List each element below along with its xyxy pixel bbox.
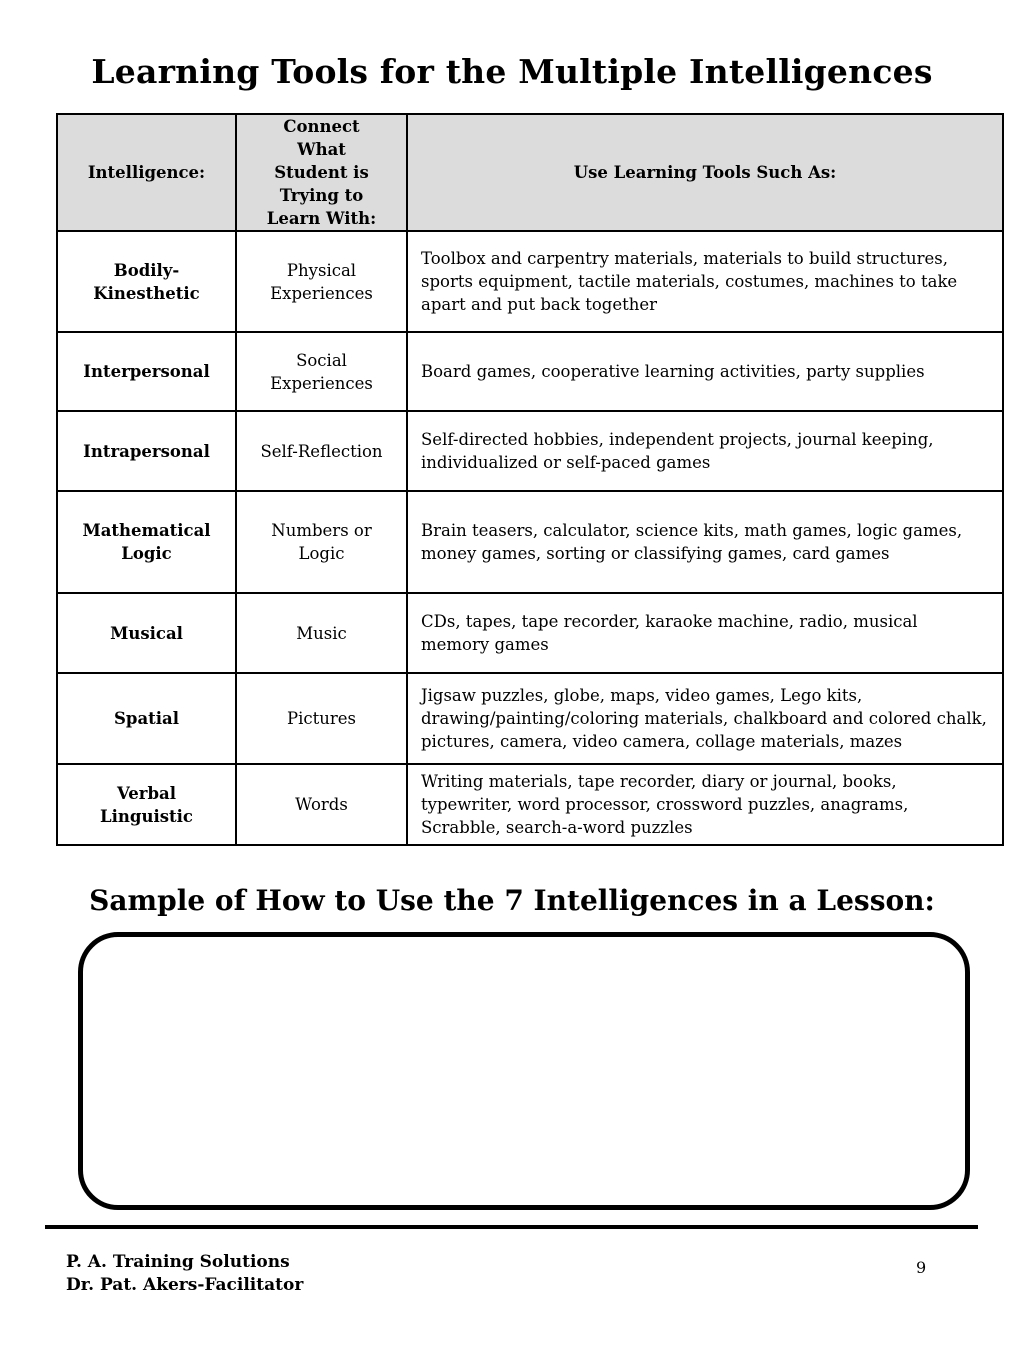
tools-cell: Jigsaw puzzles, globe, maps, video games, Lego kits, drawing/painting/coloring materials, chalkboard and colored chalk, pictures, camera, video camera, collage materials, mazes	[407, 673, 1003, 764]
footer-org: P. A. Training Solutions	[66, 1252, 290, 1272]
table-row	[57, 332, 1003, 411]
lesson-subtitle: Sample of How to Use the 7 Intelligences in a Lesson:	[89, 884, 935, 917]
table-row	[57, 231, 1003, 332]
table-row	[57, 673, 1003, 764]
tools-cell: Brain teasers, calculator, science kits, math games, logic games, money games, sorting or classifying games, card games	[407, 491, 1003, 593]
connect-cell: Physical Experiences	[236, 231, 407, 332]
header-intelligence: Intelligence:	[57, 114, 236, 231]
intelligence-cell: Musical	[57, 593, 236, 673]
connect-cell: Words	[236, 764, 407, 845]
intelligence-cell: Bodily-Kinesthetic	[57, 231, 236, 332]
intelligence-cell: Verbal Linguistic	[57, 764, 236, 845]
header-connect: Connect What Student is Trying to Learn With:	[236, 114, 407, 231]
intelligence-cell: Spatial	[57, 673, 236, 764]
intelligence-cell: Mathematical Logic	[57, 491, 236, 593]
connect-cell: Social Experiences	[236, 332, 407, 411]
footer-facilitator: Dr. Pat. Akers-Facilitator	[66, 1275, 304, 1295]
footer-credits	[66, 1251, 303, 1297]
footer-divider	[45, 1225, 978, 1229]
tools-cell: Writing materials, tape recorder, diary or journal, books, typewriter, word processor, crossword puzzles, anagrams, Scrabble, search-a-word puzzles	[407, 764, 1003, 845]
connect-cell: Pictures	[236, 673, 407, 764]
table-row	[57, 411, 1003, 491]
tools-cell: Toolbox and carpentry materials, materials to build structures, sports equipment, tactile materials, costumes, machines to take apart and put back together	[407, 231, 1003, 332]
connect-cell: Numbers or Logic	[236, 491, 407, 593]
intelligence-cell: Intrapersonal	[57, 411, 236, 491]
tools-cell: CDs, tapes, tape recorder, karaoke machine, radio, musical memory games	[407, 593, 1003, 673]
intelligence-cell: Interpersonal	[57, 332, 236, 411]
page-title: Learning Tools for the Multiple Intelligences	[91, 52, 933, 91]
table-row	[57, 764, 1003, 845]
tools-cell: Board games, cooperative learning activities, party supplies	[407, 332, 1003, 411]
table-row	[57, 593, 1003, 673]
header-tools: Use Learning Tools Such As:	[407, 114, 1003, 231]
connect-cell: Self-Reflection	[236, 411, 407, 491]
tools-cell: Self-directed hobbies, independent projects, journal keeping, individualized or self-paced games	[407, 411, 1003, 491]
connect-cell: Music	[236, 593, 407, 673]
intelligences-table	[56, 113, 1004, 846]
table-header-row	[57, 114, 1003, 231]
lesson-sample-box	[78, 932, 970, 1210]
table-row	[57, 491, 1003, 593]
page-number: 9	[916, 1258, 927, 1277]
